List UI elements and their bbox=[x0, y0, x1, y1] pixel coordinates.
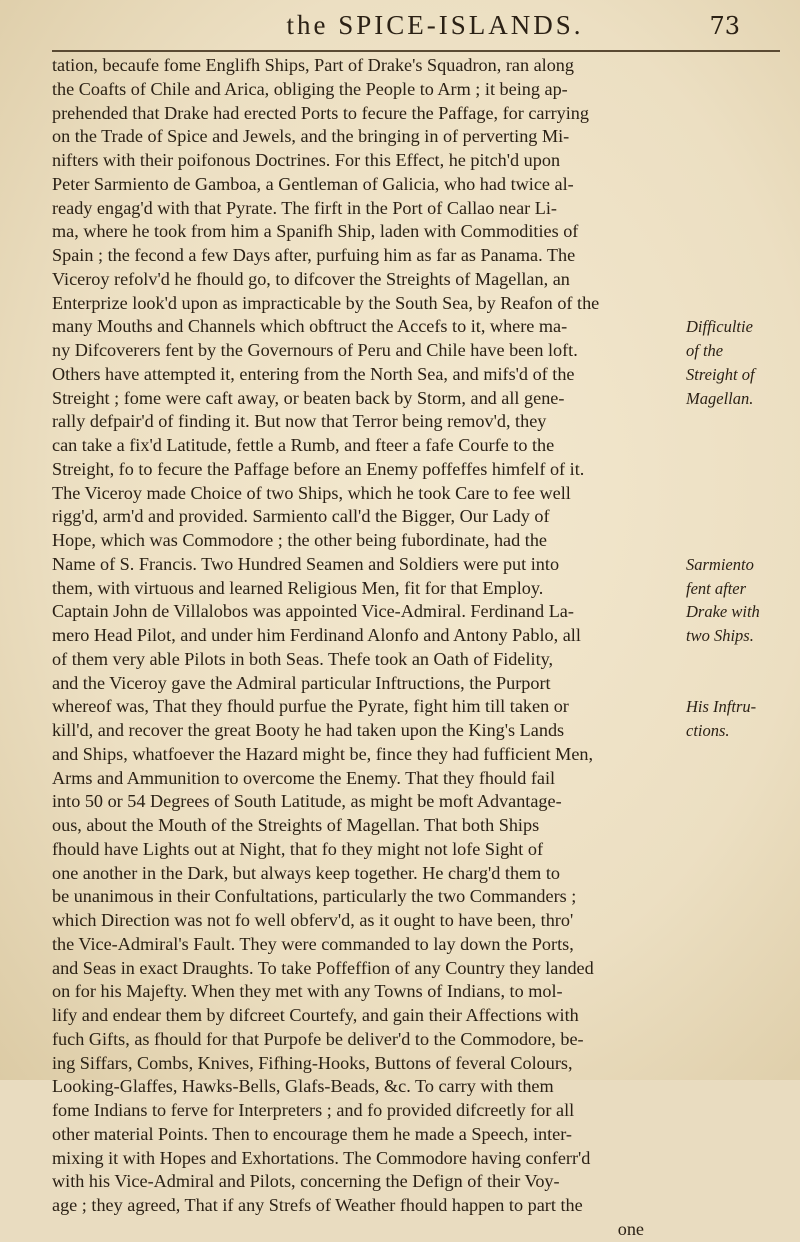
text-line: many Mouths and Channels which obftruct the Accefs to it, where ma- bbox=[52, 316, 568, 337]
text-line: prehended that Drake had erected Ports to fecure the Paffage, for carrying bbox=[52, 102, 589, 123]
text-line: and Seas in exact Draughts. To take Poffeffion of any Country they landed bbox=[52, 957, 594, 978]
text-line: mero Head Pilot, and under him Ferdinand Alonfo and Antony Pablo, all bbox=[52, 625, 581, 645]
text-line: of them very able Pilots in both Seas. Thefe took an Oath of Fidelity, bbox=[52, 648, 554, 669]
margin-note-line: of the bbox=[686, 341, 724, 360]
running-head bbox=[130, 10, 740, 44]
margin-note-line: His Inftru- bbox=[686, 697, 757, 717]
text-line: ous, about the Mouth of the Streights of Magellan. That both Ships bbox=[52, 815, 540, 835]
margin-note-line: two Ships. bbox=[686, 626, 754, 645]
text-line: ready engag'd with that Pyrate. The firft in the Port of Callao near Li- bbox=[52, 197, 557, 218]
text-line: ing Siffars, Combs, Knives, Fifhing-Hooks, Buttons of feveral Colours, bbox=[52, 1052, 573, 1073]
text-line: on for his Majefty. When they met with any Towns of Indians, to mol- bbox=[52, 981, 563, 1002]
text-line: be unanimous in their Confultations, particularly the two Commanders ; bbox=[52, 886, 577, 907]
margin-note-line: Sarmiento bbox=[686, 554, 754, 574]
text-line: which Direction was not fo well obferv'd, as it ought to have been, thro' bbox=[52, 910, 574, 930]
running-title: the SPICE-ISLANDS. bbox=[286, 10, 584, 40]
text-line: ny Difcoverers fent by the Governours of Peru and Chile have been loft. bbox=[52, 340, 578, 360]
text-line: rigg'd, arm'd and provided. Sarmiento call'd the Bigger, Our Lady of bbox=[52, 506, 550, 527]
text-line: with his Vice-Admiral and Pilots, concerning the Defign of their Voy- bbox=[52, 1171, 560, 1192]
text-line: fome Indians to ferve for Interpreters ; and fo provided difcreetly for all bbox=[52, 1100, 575, 1120]
margin-note bbox=[686, 553, 798, 648]
margin-note-line: Streight of bbox=[686, 364, 755, 384]
header-rule bbox=[52, 50, 780, 52]
text-line: Spain ; the fecond a few Days after, purfuing him as far as Panama. The bbox=[52, 245, 576, 265]
text-line: Looking-Glaffes, Hawks-Bells, Glafs-Beads, &c. To carry with them bbox=[52, 1076, 554, 1097]
body-text bbox=[52, 54, 684, 1242]
text-line: Captain John de Villalobos was appointed Vice-Admiral. Ferdinand La- bbox=[52, 601, 574, 622]
margin-note-line: fent after bbox=[686, 578, 747, 598]
margin-note bbox=[686, 695, 798, 743]
text-line: The Viceroy made Choice of two Ships, which he took Care to fee well bbox=[52, 482, 571, 503]
text-line: one bbox=[617, 1218, 644, 1239]
text-line: age ; they agreed, That if any Strefs of Weather fhould happen to part the bbox=[52, 1195, 583, 1215]
text-line: Others have attempted it, entering from the North Sea, and mifs'd of the bbox=[52, 363, 575, 384]
text-line: mixing it with Hopes and Exhortations. The Commodore having conferr'd bbox=[52, 1147, 591, 1168]
margin-note-line: ctions. bbox=[686, 721, 730, 740]
text-line: other material Points. Then to encourage them he made a Speech, inter- bbox=[52, 1123, 572, 1144]
margin-note-line: Magellan. bbox=[686, 388, 754, 408]
text-line: Viceroy refolv'd he fhould go, to difcover the Streights of Magellan, an bbox=[52, 268, 570, 289]
text-line: nifters with their poifonous Doctrines. For this Effect, he pitch'd upon bbox=[52, 150, 561, 170]
text-line: rally defpair'd of finding it. But now that Terror being remov'd, they bbox=[52, 411, 547, 432]
text-line: the Vice-Admiral's Fault. They were commanded to lay down the Ports, bbox=[52, 933, 574, 954]
text-line: Enterprize look'd upon as impracticable by the South Sea, by Reafon of the bbox=[52, 292, 600, 313]
text-line: Hope, which was Commodore ; the other being fubordinate, had the bbox=[52, 530, 547, 550]
text-line: on the Trade of Spice and Jewels, and the bringing in of perverting Mi- bbox=[52, 126, 570, 147]
text-line: fuch Gifts, as fhould for that Purpofe be deliver'd to the Commodore, be- bbox=[52, 1028, 584, 1049]
text-line: Arms and Ammunition to overcome the Enemy. That they fhould fail bbox=[52, 767, 556, 788]
text-line: into 50 or 54 Degrees of South Latitude, as might be moft Advantage- bbox=[52, 791, 562, 812]
text-line: the Coafts of Chile and Arica, obliging the People to Arm ; it being ap- bbox=[52, 78, 568, 99]
text-line: whereof was, That they fhould purfue the Pyrate, fight him till taken or bbox=[52, 696, 569, 717]
text-line: and the Viceroy gave the Admiral particular Inftructions, the Purport bbox=[52, 672, 551, 693]
text-line: Streight ; fome were caft away, or beaten back by Storm, and all gene- bbox=[52, 387, 565, 408]
text-line: and Ships, whatfoever the Hazard might be, fince they had fufficient Men, bbox=[52, 743, 594, 764]
text-line: Streight, fo to fecure the Paffage before an Enemy poffeffes himfelf of it. bbox=[52, 458, 585, 479]
text-line: tation, becaufe fome Englifh Ships, Part of Drake's Squadron, ran along bbox=[52, 55, 574, 75]
text-line: Peter Sarmiento de Gamboa, a Gentleman of Galicia, who had twice al- bbox=[52, 173, 574, 194]
margin-note-line: Drake with bbox=[686, 602, 760, 622]
text-line: them, with virtuous and learned Religious Men, fit for that Employ. bbox=[52, 577, 544, 598]
text-line: lify and endear them by difcreet Courtefy, and gain their Affections with bbox=[52, 1005, 579, 1025]
text-line: ma, where he took from him a Spanifh Ship, laden with Commodities of bbox=[52, 221, 579, 242]
text-line: one another in the Dark, but always keep together. He charg'd them to bbox=[52, 862, 560, 883]
text-line: Name of S. Francis. Two Hundred Seamen and Soldiers were put into bbox=[52, 553, 560, 574]
page-number: 73 bbox=[709, 12, 740, 40]
text-line: kill'd, and recover the great Booty he had taken upon the King's Lands bbox=[52, 720, 565, 740]
text-line: can take a fix'd Latitude, fettle a Rumb, and fteer a fafe Courfe to the bbox=[52, 435, 555, 455]
margin-note-line: Difficultie bbox=[686, 317, 753, 337]
margin-note bbox=[686, 315, 798, 410]
text-line: fhould have Lights out at Night, that fo they might not lofe Sight of bbox=[52, 838, 544, 859]
